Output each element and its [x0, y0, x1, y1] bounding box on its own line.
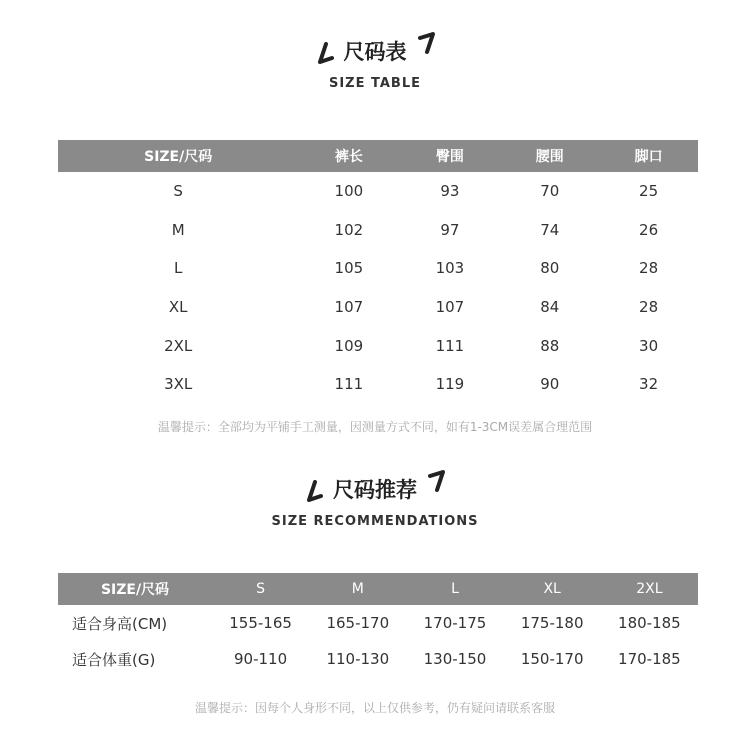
table-row — [58, 288, 698, 327]
table-cell: 30 — [639, 336, 659, 355]
table-cell: 170-175 — [423, 614, 487, 632]
table-cell: 175-180 — [520, 614, 584, 632]
size-table-header-size: SIZE/尺码 — [58, 140, 298, 172]
table-cell: 103 — [435, 259, 465, 278]
recommendation-header-size: SIZE/尺码 — [58, 573, 212, 605]
size-table-header-hip: 臀围 — [399, 140, 500, 172]
recommendation-title-cn: 尺码推荐 — [333, 478, 417, 502]
size-table-title-en: SIZE TABLE — [328, 76, 422, 91]
recommendation-table — [58, 573, 698, 677]
table-row — [58, 211, 698, 250]
table-row — [58, 365, 698, 404]
table-cell: 74 — [540, 220, 560, 239]
table-cell: 97 — [440, 220, 460, 239]
table-cell: 105 — [334, 259, 364, 278]
table-cell: 32 — [639, 375, 659, 394]
table-cell: 111 — [435, 336, 465, 355]
row-label-height: 适合身高(CM) — [72, 614, 168, 633]
table-cell: 150-170 — [520, 650, 584, 668]
table-cell: 180-185 — [618, 614, 681, 632]
size-table-title-wrap — [310, 36, 441, 66]
right-bracket-icon — [427, 468, 451, 494]
table-row — [58, 172, 698, 211]
size-table — [58, 140, 698, 404]
recommendation-title-block — [0, 474, 750, 529]
table-cell: 111 — [334, 375, 364, 394]
table-cell: 84 — [540, 298, 560, 317]
table-cell: 170-185 — [618, 650, 681, 668]
table-cell: 25 — [639, 182, 659, 201]
size-table-header-length: 裤长 — [298, 140, 399, 172]
table-cell: 93 — [440, 182, 460, 201]
recommendation-header-m: M — [309, 573, 406, 605]
table-cell: 88 — [540, 336, 560, 355]
table-cell: 100 — [334, 182, 364, 201]
table-cell: 119 — [435, 375, 465, 394]
size-table-title-block — [0, 36, 750, 91]
recommendation-title-wrap — [299, 474, 451, 504]
table-cell: L — [173, 259, 183, 278]
table-row — [58, 605, 698, 641]
table-row — [58, 641, 698, 677]
recommendation-header-l: L — [406, 573, 503, 605]
row-label-weight: 适合体重(G) — [72, 650, 156, 669]
table-cell: 107 — [334, 298, 364, 317]
table-row — [58, 326, 698, 365]
size-table-header-waist: 腰围 — [500, 140, 599, 172]
table-cell: 130-150 — [423, 650, 487, 668]
table-cell: 26 — [639, 220, 659, 239]
size-table-header-row — [58, 140, 698, 172]
recommendation-header-2xl: 2XL — [601, 573, 698, 605]
right-bracket-icon — [417, 30, 441, 56]
table-cell: 28 — [639, 298, 659, 317]
table-cell: M — [171, 220, 185, 239]
measurement-note: 温馨提示：全部均为平铺手工测量，因测量方式不同，如有1-3CM误差属合理范围 — [157, 420, 593, 434]
table-cell: 80 — [540, 259, 560, 278]
table-cell: 102 — [334, 220, 364, 239]
table-cell: 2XL — [164, 336, 193, 355]
size-table-title-cn: 尺码表 — [343, 40, 407, 64]
table-cell: S — [173, 182, 183, 201]
left-bracket-icon — [301, 480, 323, 506]
table-cell: XL — [168, 298, 188, 317]
table-cell: 109 — [334, 336, 364, 355]
table-cell: 155-165 — [229, 614, 292, 632]
table-cell: 90 — [540, 375, 560, 394]
table-cell: 90-110 — [234, 650, 288, 668]
recommendation-title-en: SIZE RECOMMENDATIONS — [271, 514, 479, 529]
table-cell: 107 — [435, 298, 465, 317]
size-table-header-hem: 脚口 — [599, 140, 698, 172]
table-cell: 165-170 — [326, 614, 390, 632]
table-row — [58, 249, 698, 288]
recommendation-header-xl: XL — [504, 573, 601, 605]
table-cell: 70 — [540, 182, 560, 201]
recommendation-header-row — [58, 573, 698, 605]
recommendation-note: 温馨提示：因每个人身形不同，以上仅供参考，仍有疑问请联系客服 — [194, 701, 555, 715]
table-cell: 3XL — [164, 375, 193, 394]
table-cell: 110-130 — [326, 650, 390, 668]
table-cell: 28 — [639, 259, 659, 278]
left-bracket-icon — [312, 42, 334, 68]
recommendation-header-s: S — [212, 573, 309, 605]
